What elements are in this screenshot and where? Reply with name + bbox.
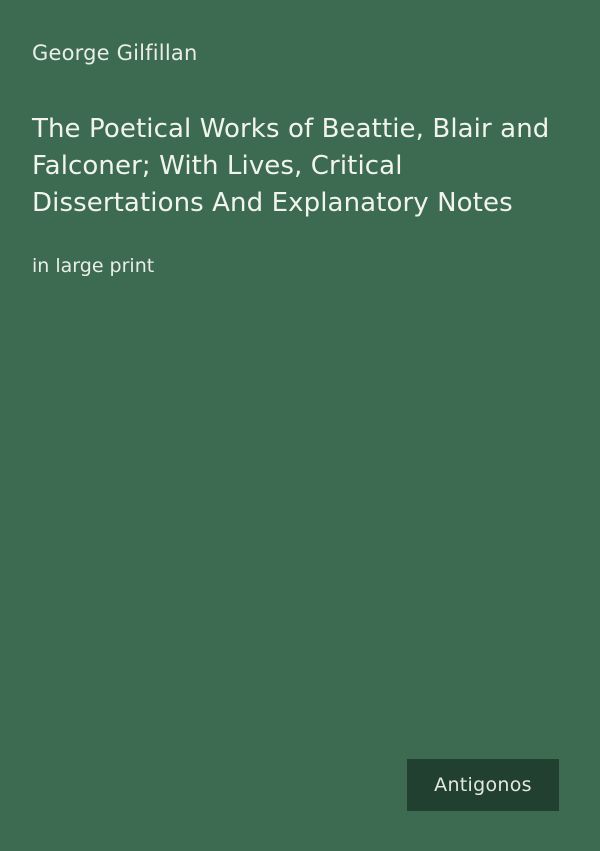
author-name: George Gilfillan <box>32 41 198 65</box>
book-title: The Poetical Works of Beattie, Blair and Falconer; With Lives, Critical Dissertations And Explanatory Notes <box>32 114 550 219</box>
publisher-badge <box>407 759 559 811</box>
cover-text-block <box>32 40 560 279</box>
book-subtitle: in large print <box>32 255 155 278</box>
publisher-name: Antigonos <box>434 774 532 796</box>
